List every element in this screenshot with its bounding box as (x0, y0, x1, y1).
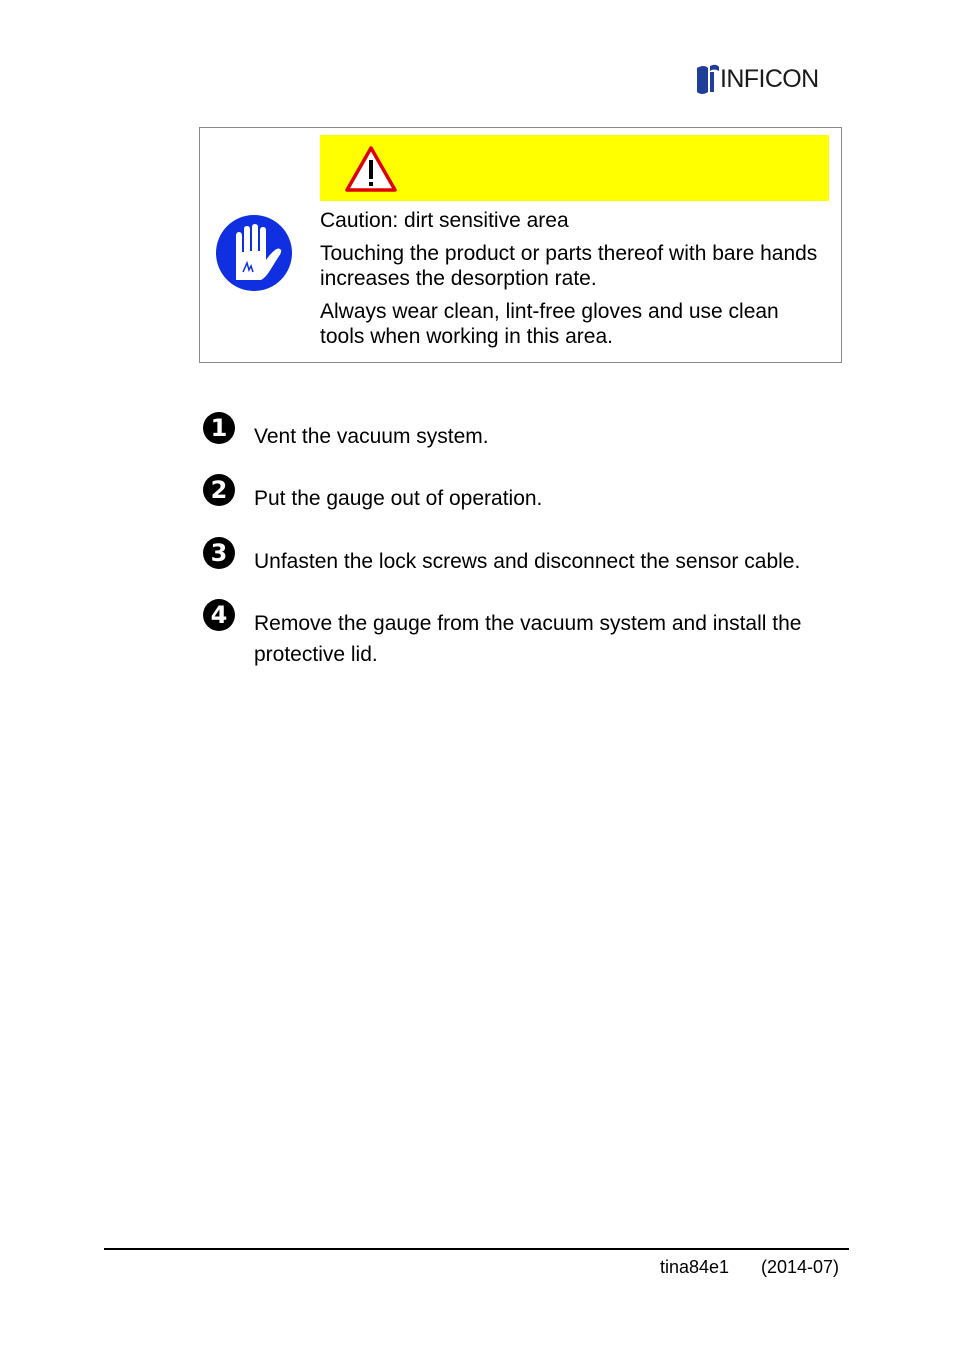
inficon-logo-mark-icon (694, 62, 720, 96)
step-number-3: 3 (203, 537, 235, 569)
step-number-1: 1 (203, 412, 235, 444)
caution-box (199, 127, 842, 363)
caution-paragraph: Always wear clean, lint-free gloves and use clean tools when working in this area. (320, 300, 779, 348)
inficon-logo (694, 62, 846, 96)
step-text-2: Put the gauge out of operation. (254, 487, 543, 510)
document-id: tina84e1 (660, 1257, 730, 1277)
warning-triangle-icon (344, 145, 398, 193)
logo-text: INFICON (720, 65, 819, 93)
step-number-2: 2 (203, 474, 235, 506)
step-number-4: 4 (203, 599, 235, 631)
caution-title: Caution: dirt sensitive area (320, 209, 569, 232)
glove-icon (215, 214, 293, 292)
document-date: (2014-07) (761, 1257, 840, 1277)
step-text-3: Unfasten the lock screws and disconnect the sensor cable. (254, 550, 801, 573)
footer-divider (104, 1248, 849, 1250)
step-text-4: Remove the gauge from the vacuum system and install the protective lid. (254, 612, 802, 666)
step-text-1: Vent the vacuum system. (254, 425, 489, 448)
caution-banner (320, 135, 829, 201)
caution-paragraph: Touching the product or parts thereof with bare hands increases the desorption rate. (320, 242, 818, 290)
